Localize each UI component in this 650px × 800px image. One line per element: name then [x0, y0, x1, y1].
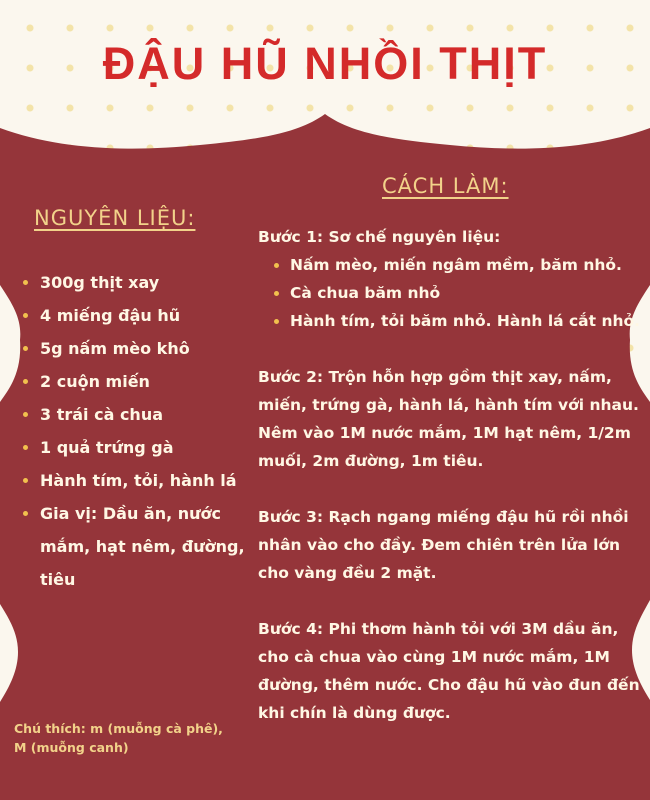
step-text: Bước 2: Trộn hỗn hợp gồm thịt xay, nấm, miến, trứng gà, hành lá, hành tím với nhau. Nêm vào 1M nước mắm, 1M hạt nêm, 1/2m muối, 2m đường, 1m tiêu. — [258, 368, 639, 470]
ingredient-item: • Hành tím, tỏi, hành lá — [40, 464, 255, 497]
ingredient-item: • 300g thịt xay — [40, 266, 255, 299]
ingredients-heading: NGUYÊN LIỆU: — [34, 206, 196, 230]
step-text: Bước 1: Sơ chế nguyên liệu: — [258, 228, 501, 246]
step-4 — [258, 615, 644, 727]
ingredients-list — [18, 266, 255, 596]
ingredient-item: • 1 quả trứng gà — [40, 431, 255, 464]
step-text: Bước 3: Rạch ngang miếng đậu hũ rồi nhồi nhân vào cho đầy. Đem chiên trên lửa lớn cho vàng đều 2 mặt. — [258, 508, 629, 582]
ingredient-item: • 3 trái cà chua — [40, 398, 255, 431]
step-2 — [258, 363, 644, 475]
ingredient-item: • Gia vị: Dầu ăn, nước mắm, hạt nêm, đường, tiêu — [40, 497, 255, 596]
method-heading: CÁCH LÀM: — [382, 174, 509, 198]
ingredient-item: • 4 miếng đậu hũ — [40, 299, 255, 332]
recipe-title: ĐẬU HŨ NHỒI THỊT — [102, 38, 548, 89]
ingredient-item: • 5g nấm mèo khô — [40, 332, 255, 365]
step-sub-list — [258, 251, 644, 335]
method-steps — [258, 223, 644, 755]
step-text: Bước 4: Phi thơm hành tỏi với 3M dầu ăn, cho cà chua vào cùng 1M nước mắm, 1M đường, thêm nước. Cho đậu hũ vào đun đến khi chín là dùng được. — [258, 620, 640, 722]
step-sub-item: • Nấm mèo, miến ngâm mềm, băm nhỏ. — [290, 251, 644, 279]
measurement-note: Chú thích: m (muỗng cà phê), M (muỗng canh) — [14, 721, 223, 755]
ingredient-item: • 2 cuộn miến — [40, 365, 255, 398]
step-3 — [258, 503, 644, 587]
step-sub-item: • Cà chua băm nhỏ — [290, 279, 644, 307]
step-1 — [258, 223, 644, 335]
step-sub-item: • Hành tím, tỏi băm nhỏ. Hành lá cắt nhỏ. — [290, 307, 644, 335]
